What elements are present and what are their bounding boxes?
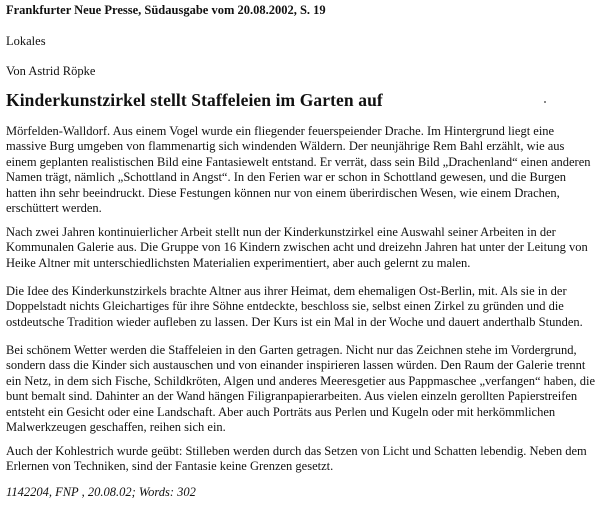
section-label: Lokales	[6, 34, 46, 48]
body-paragraph: Die Idee des Kinderkunstzirkels brachte Altner aus ihrer Heimat, dem ehemaligen Ost-Berlin, mit. Als sie in der Doppelstadt nichts Gleichartiges für ihre Söhne entdeckte, beschloss sie, selbst einen Zirkel zu gründen und die ostdeutsche Tradition wieder aufleben zu lassen. Der Kurs ist ein Mal in der Woche und dauert anderthalb Stunden.	[6, 284, 583, 329]
body-paragraph: Auch der Kohlestrich wurde geübt: Stilleben werden durch das Setzen von Licht und Schatten lebendig. Neben dem Erlernen von Techniken, sind der Fantasie keine Grenzen gesetzt.	[6, 444, 587, 474]
source-line: Frankfurter Neue Presse, Südausgabe vom 20.08.2002, S. 19	[6, 3, 326, 17]
body-paragraph: Nach zwei Jahren kontinuierlicher Arbeit stellt nun der Kinderkunstzirkel eine Auswahl seiner Arbeiten in der Kommunalen Galerie aus. Die Gruppe von 16 Kindern zwischen acht und dreizehn Jahren hat unter der Leitung von Heike Altner mit unterschiedlichsten Materialien experimentiert, aber auch gelernt zu malen.	[6, 225, 588, 270]
scan-speck	[544, 101, 546, 103]
document-meta-line: 1142204, FNP , 20.08.02; Words: 302	[6, 485, 196, 499]
author-byline: Von Astrid Röpke	[6, 64, 96, 78]
body-paragraph: Mörfelden-Walldorf. Aus einem Vogel wurde ein fliegender feuerspeiender Drache. Im Hintergrund liegt eine massive Burg umgeben von flammenartig sich windenden Wäldern. Der neunjährige Rem Bahl erzählt, wie aus einem geplanten realistischen Bild eine Fantasiewelt entstand. Er verrät, dass sein Bild „Drachenland“ einen anderen Namen trägt, nämlich „Schottland in Angst“. In den Ferien war er schon in Schottland gewesen, und die Burgen hatten ihn sehr beeindruckt. Diese Festungen können nur von einem überirdischen Wesen, wie einem Drachen, erschüttert werden.	[6, 124, 591, 216]
article-headline: Kinderkunstzirkel stellt Staffeleien im Garten auf	[6, 90, 383, 110]
body-paragraph: Bei schönem Wetter werden die Staffeleien in den Garten getragen. Nicht nur das Zeichnen stehe im Vordergrund, sondern dass die Kinder sich austauschen und von einander inspirieren lassen würden. Den Raum der Galerie trennt ein Netz, in dem sich Fische, Schildkröten, Algen und anderes Meeresgetier aus Pappmaschee „verfangen“ haben, die bunt bemalt sind. Dahinter an der Wand hängen Filigranpapierarbeiten. Aus vielen einzeln gerollten Papierstreifen entsteht ein Gesicht oder eine Landschaft. Aber auch Porträts aus Perlen und Kugeln oder mit herkömmlichen Malwerkzeugen geschaffen, reihen sich ein.	[6, 343, 596, 435]
